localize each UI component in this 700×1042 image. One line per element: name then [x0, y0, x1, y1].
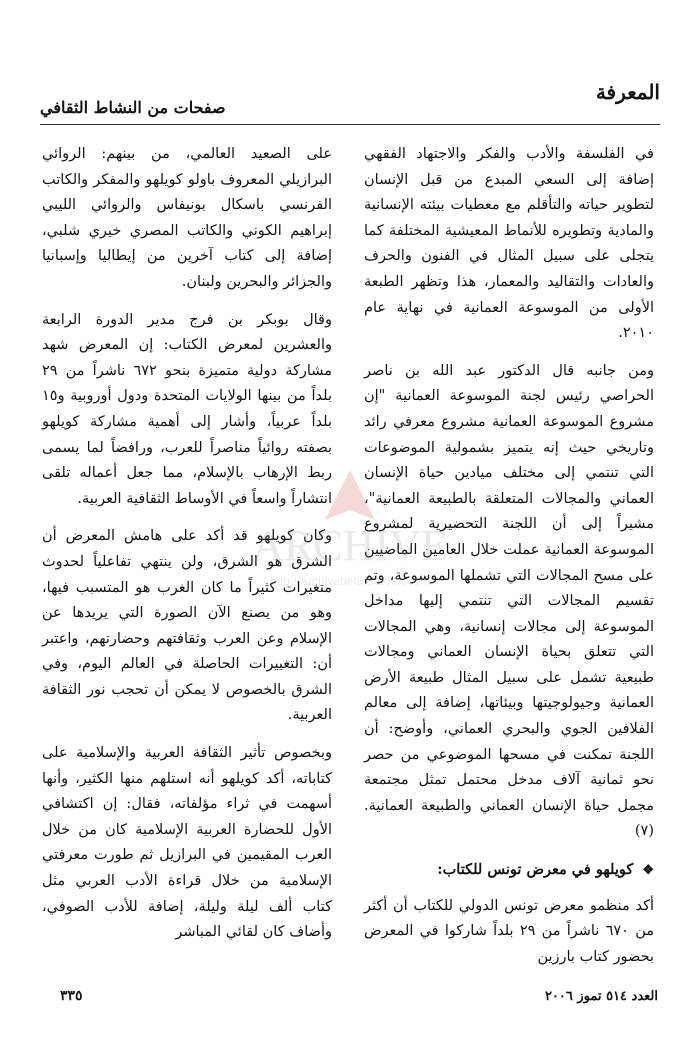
header-divider [40, 124, 660, 125]
left-paragraph-2: وقال بوبكر بن فرج مدير الدورة الرابعة والعشرين لمعرض الكتاب: إن المعرض شهد مشاركة دولية متميزة بنحو ٦٧٢ ناشراً من ٢٩ بلداً من بينها الولايات المتحدة ودول أوروبية و١٥ بلداً عربياً، وأشار إلى أهمية مشاركة كويلهو بصفته روائياً مناصراً للعرب، ورافضاً لما يسمى ربط الإرهاب بالإسلام، مما جعل أعماله تلقى انتشاراً واسعاً في الأوساط الثقافية العربية. [42, 311, 332, 507]
left-paragraph-4: وبخصوص تأثير الثقافة العربية والإسلامية على كتاباته، أكد كويلهو أنه استلهم منها الكثير، وأنها أسهمت في ثراء مؤلفاته، فقال: إن اكتشافي الأول للحضارة العربية الإسلامية كان من خلال العرب المقيمين في البرازيل ثم طورت معرفتي الإسلامية من خلال قراءة الأدب العربي مثل كتاب ألف ليلة وليلة، إضافة للأدب الصوفي، وأضاف كان لقائي المباشر [42, 745, 332, 941]
watermark-text: ARCHIVE [252, 521, 448, 570]
right-paragraph-1: في الفلسفة والأدب والفكر والاجتهاد الفقهي إضافة إلى السعي المبدع من قبل الإنسان لتطوير حياته والتأقلم مع معطيات بيئته الإنسانية والمادية وتطويره للأنماط المعيشية المختلفة كما يتجلى على سبيل المثال في الفنون والحرف والعادات والتقاليد والمعمار، هذا وتظهر الطبعة الأولى من الموسوعة العمانية في نهاية عام ٢٠١٠. [364, 146, 654, 342]
page-number: ٣٣٥ [60, 988, 83, 1004]
right-paragraph-2: ومن جانبه قال الدكتور عبد الله بن ناصر الحراصي رئيس لجنة الموسوعة العمانية "إن مشروع الموسوعة العمانية مشروع معرفي رائد وتاريخي حيث إنه يتميز بشمولية الموضوعات التي تنتمي إلى مختلف ميادين حياة الإنسان العماني والمجالات المتعلقة بالطبيعة العمانية"، مشيراً إلى أن اللجنة التحضيرية لمشروع الموسوعة العمانية عملت خلال العامين الماضيين على مسح المجالات التي تشملها الموسوعة، وتم تقسيم المجالات التي تنتمي إليها مداخل الموسوعة إلى مجالات إنسانية، وهي المجالات التي تتعلق بحياة الإنسان العماني ومجالات طبيعية تشمل على سبيل المثال طبيعة الأرض العمانية وجيولوجيتها وبيئاتها، إضافة إلى معالم الفلافين الجوي والبحري العماني، وأوضح: أن اللجنة تمكنت في مسحها الموضوعي من حصر نحو ثمانية آلاف مدخل محتمل تمثل مجتمعة مجمل حياة الإنسان العماني والطبيعة العمانية. (٧) [364, 362, 654, 840]
section-title: صفحات من النشاط الثقافي [40, 98, 226, 117]
diamond-icon: ❖ [642, 863, 654, 879]
left-paragraph-3: وكان كويلهو قد أكد على هامش المعرض أن الشرق هو الشرق، ولن ينتهي تفاعلياً لحدوث متغيرات كثيراً ما كان الغرب هو المتسبب فيها، وهو من يصنع الآن الصورة التي يريدها عن الإسلام وعن العرب وثقافتهم وحضارتهم، واعتبر أن: التغييرات الحاصلة في العالم اليوم، وفي الشرق بالخصوص لا يمكن أن تحجب نور الثقافة العربية. [42, 528, 332, 724]
left-paragraph-1: على الصعيد العالمي، من بينهم: الروائي البرازيلي المعروف باولو كويلهو والمفكر والكاتب الفرنسي باسكال بونيفاس والروائي الليبي إبراهيم الكوني والكاتب المصري خيري شلبي، إضافة إلى كتاب آخرين من إيطاليا وإسبانيا والجزائر والبحرين ولبنان. [42, 146, 332, 290]
right-column [364, 142, 654, 982]
subheading [364, 857, 654, 884]
right-paragraph-3: أكد منظمو معرض تونس الدولي للكتاب أن أكثر من ٦٧٠ ناشراً من ٢٩ بلداً شاركوا في المعرض بحضور كتاب بارزين [364, 897, 655, 965]
watermark-url: http://Archivebeta.Sakhrit.com [269, 574, 431, 588]
magazine-name: المعرفة [595, 80, 660, 104]
left-column [42, 142, 332, 958]
issue-info: العدد ٥١٤ تموز ٢٠٠٦ [544, 989, 658, 1004]
subheading-text: كويلهو في معرض تونس للكتاب: [437, 861, 634, 879]
